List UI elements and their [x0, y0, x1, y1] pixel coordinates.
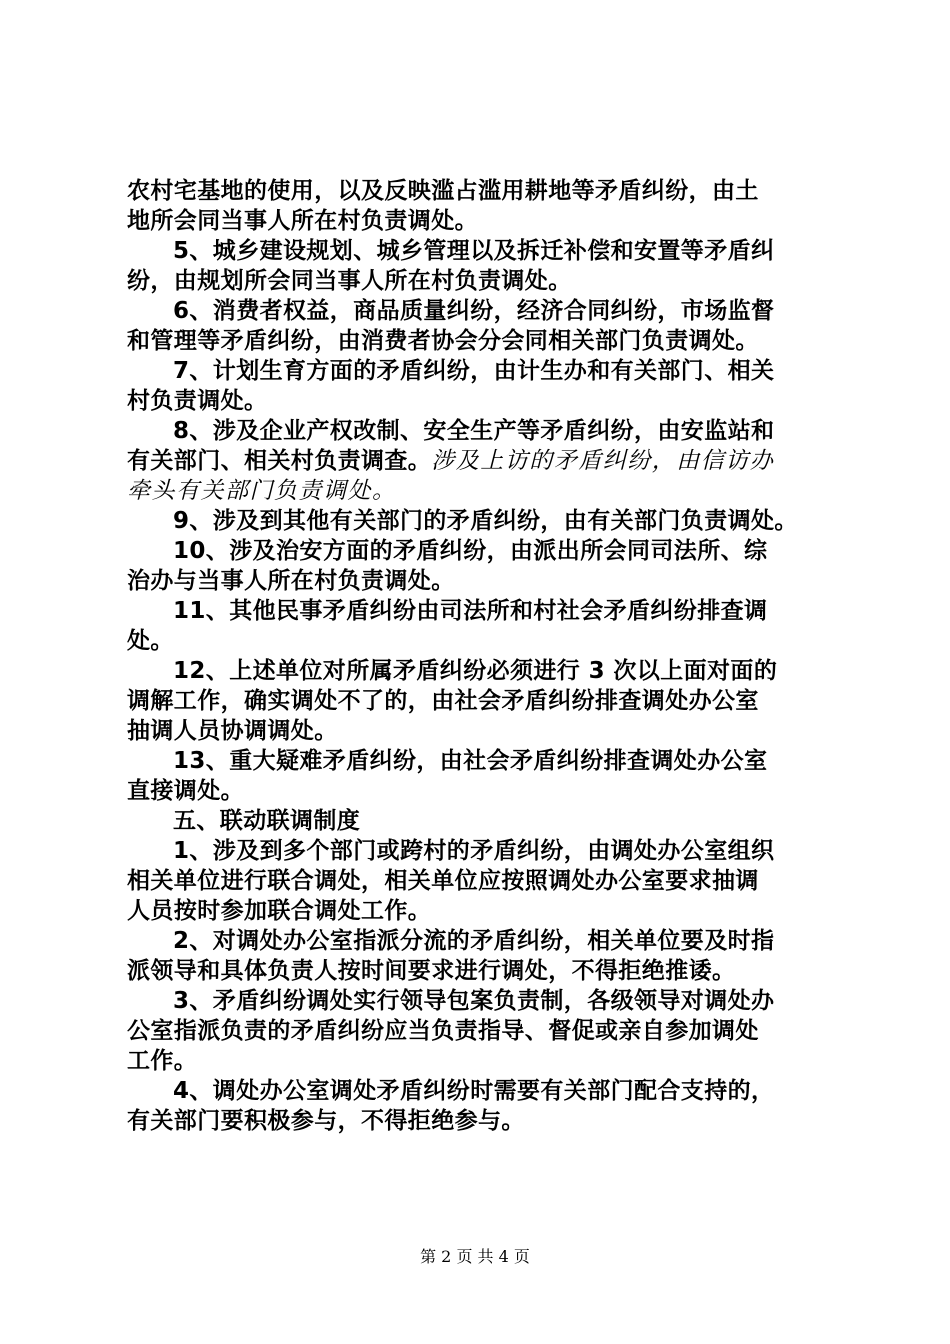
text-line	[127, 1046, 831, 1076]
text-line-main: 3、矛盾纠纷调处实行领导包案负责制，各级领导对调处办	[173, 988, 775, 1014]
text-line-main: 五、联动联调制度	[173, 808, 361, 834]
text-line-main: 5、城乡建设规划、城乡管理以及拆迁补偿和安置等矛盾纠	[173, 238, 775, 264]
text-line-main: 10、涉及治安方面的矛盾纠纷，由派出所会同司法所、综	[173, 538, 768, 564]
text-line	[127, 806, 831, 836]
text-line-main: 9、涉及到其他有关部门的矛盾纠纷，由有关部门负责调处。	[173, 508, 798, 534]
text-line	[127, 626, 831, 656]
text-line	[127, 446, 831, 476]
text-line-main: 2、对调处办公室指派分流的矛盾纠纷，相关单位要及时指	[173, 928, 775, 954]
text-line	[127, 176, 831, 206]
text-line-main: 治办与当事人所在村负责调处。	[127, 568, 455, 594]
text-line	[127, 416, 831, 446]
text-line	[127, 386, 831, 416]
text-line-main: 有关部门要积极参与，不得拒绝参与。	[127, 1108, 525, 1134]
text-line	[127, 536, 831, 566]
text-line	[127, 656, 831, 686]
text-line-main: 处。	[127, 628, 174, 654]
text-line	[127, 686, 831, 716]
text-line	[127, 356, 831, 386]
text-line-main: 派领导和具体负责人按时间要求进行调处，不得拒绝推诿。	[127, 958, 736, 984]
text-line-main: 相关单位进行联合调处，相关单位应按照调处办公室要求抽调	[127, 868, 759, 894]
text-line	[127, 866, 831, 896]
text-line-main: 工作。	[127, 1048, 198, 1074]
text-line-light: 牵头有关部门负责调处。	[127, 478, 397, 504]
text-line	[127, 776, 831, 806]
text-line-main: 抽调人员协调调处。	[127, 718, 338, 744]
text-line	[127, 296, 831, 326]
text-line-main: 8、涉及企业产权改制、安全生产等矛盾纠纷，由安监站和	[173, 418, 775, 444]
text-line-main: 6、消费者权益，商品质量纠纷，经济合同纠纷，市场监督	[173, 298, 775, 324]
text-line	[127, 1076, 831, 1106]
text-line	[127, 956, 831, 986]
text-line-main: 村负责调处。	[127, 388, 268, 414]
text-line	[127, 506, 831, 536]
text-line	[127, 476, 831, 506]
text-line	[127, 266, 831, 296]
text-line	[127, 896, 831, 926]
text-line-main: 纷，由规划所会同当事人所在村负责调处。	[127, 268, 572, 294]
document-body	[127, 176, 831, 1136]
text-line	[127, 1016, 831, 1046]
text-line	[127, 986, 831, 1016]
text-line	[127, 746, 831, 776]
text-line	[127, 206, 831, 236]
text-line	[127, 236, 831, 266]
text-line-main: 人员按时参加联合调处工作。	[127, 898, 432, 924]
text-line-main: 1、涉及到多个部门或跨村的矛盾纠纷，由调处办公室组织	[173, 838, 775, 864]
text-line-main: 11、其他民事矛盾纠纷由司法所和村社会矛盾纠纷排查调	[173, 598, 768, 624]
text-line	[127, 716, 831, 746]
text-line	[127, 926, 831, 956]
text-line-light: 涉及上访的矛盾纠纷，由信访办	[431, 448, 775, 474]
text-line-main: 7、计划生育方面的矛盾纠纷，由计生办和有关部门、相关	[173, 358, 775, 384]
text-line-main: 有关部门、相关村负责调查。	[127, 448, 432, 474]
text-line-main: 调解工作，确实调处不了的，由社会矛盾纠纷排查调处办公室	[127, 688, 759, 714]
text-line-main: 4、调处办公室调处矛盾纠纷时需要有关部门配合支持的，	[173, 1078, 775, 1104]
text-line-main: 12、上述单位对所属矛盾纠纷必须进行 3 次以上面对面的	[173, 658, 778, 684]
text-line-main: 直接调处。	[127, 778, 244, 804]
text-line-main: 和管理等矛盾纠纷，由消费者协会分会同相关部门负责调处。	[127, 328, 759, 354]
text-line	[127, 836, 831, 866]
page-footer: 第 2 页 共 4 页	[420, 1247, 530, 1266]
text-line	[127, 1106, 831, 1136]
text-line-main: 公室指派负责的矛盾纠纷应当负责指导、督促或亲自参加调处	[127, 1018, 759, 1044]
text-line-main: 农村宅基地的使用，以及反映滥占滥用耕地等矛盾纠纷，由土	[127, 178, 759, 204]
text-line-main: 地所会同当事人所在村负责调处。	[127, 208, 478, 234]
text-line	[127, 566, 831, 596]
text-line	[127, 596, 831, 626]
text-line-main: 13、重大疑难矛盾纠纷，由社会矛盾纠纷排查调处办公室	[173, 748, 768, 774]
text-line	[127, 326, 831, 356]
